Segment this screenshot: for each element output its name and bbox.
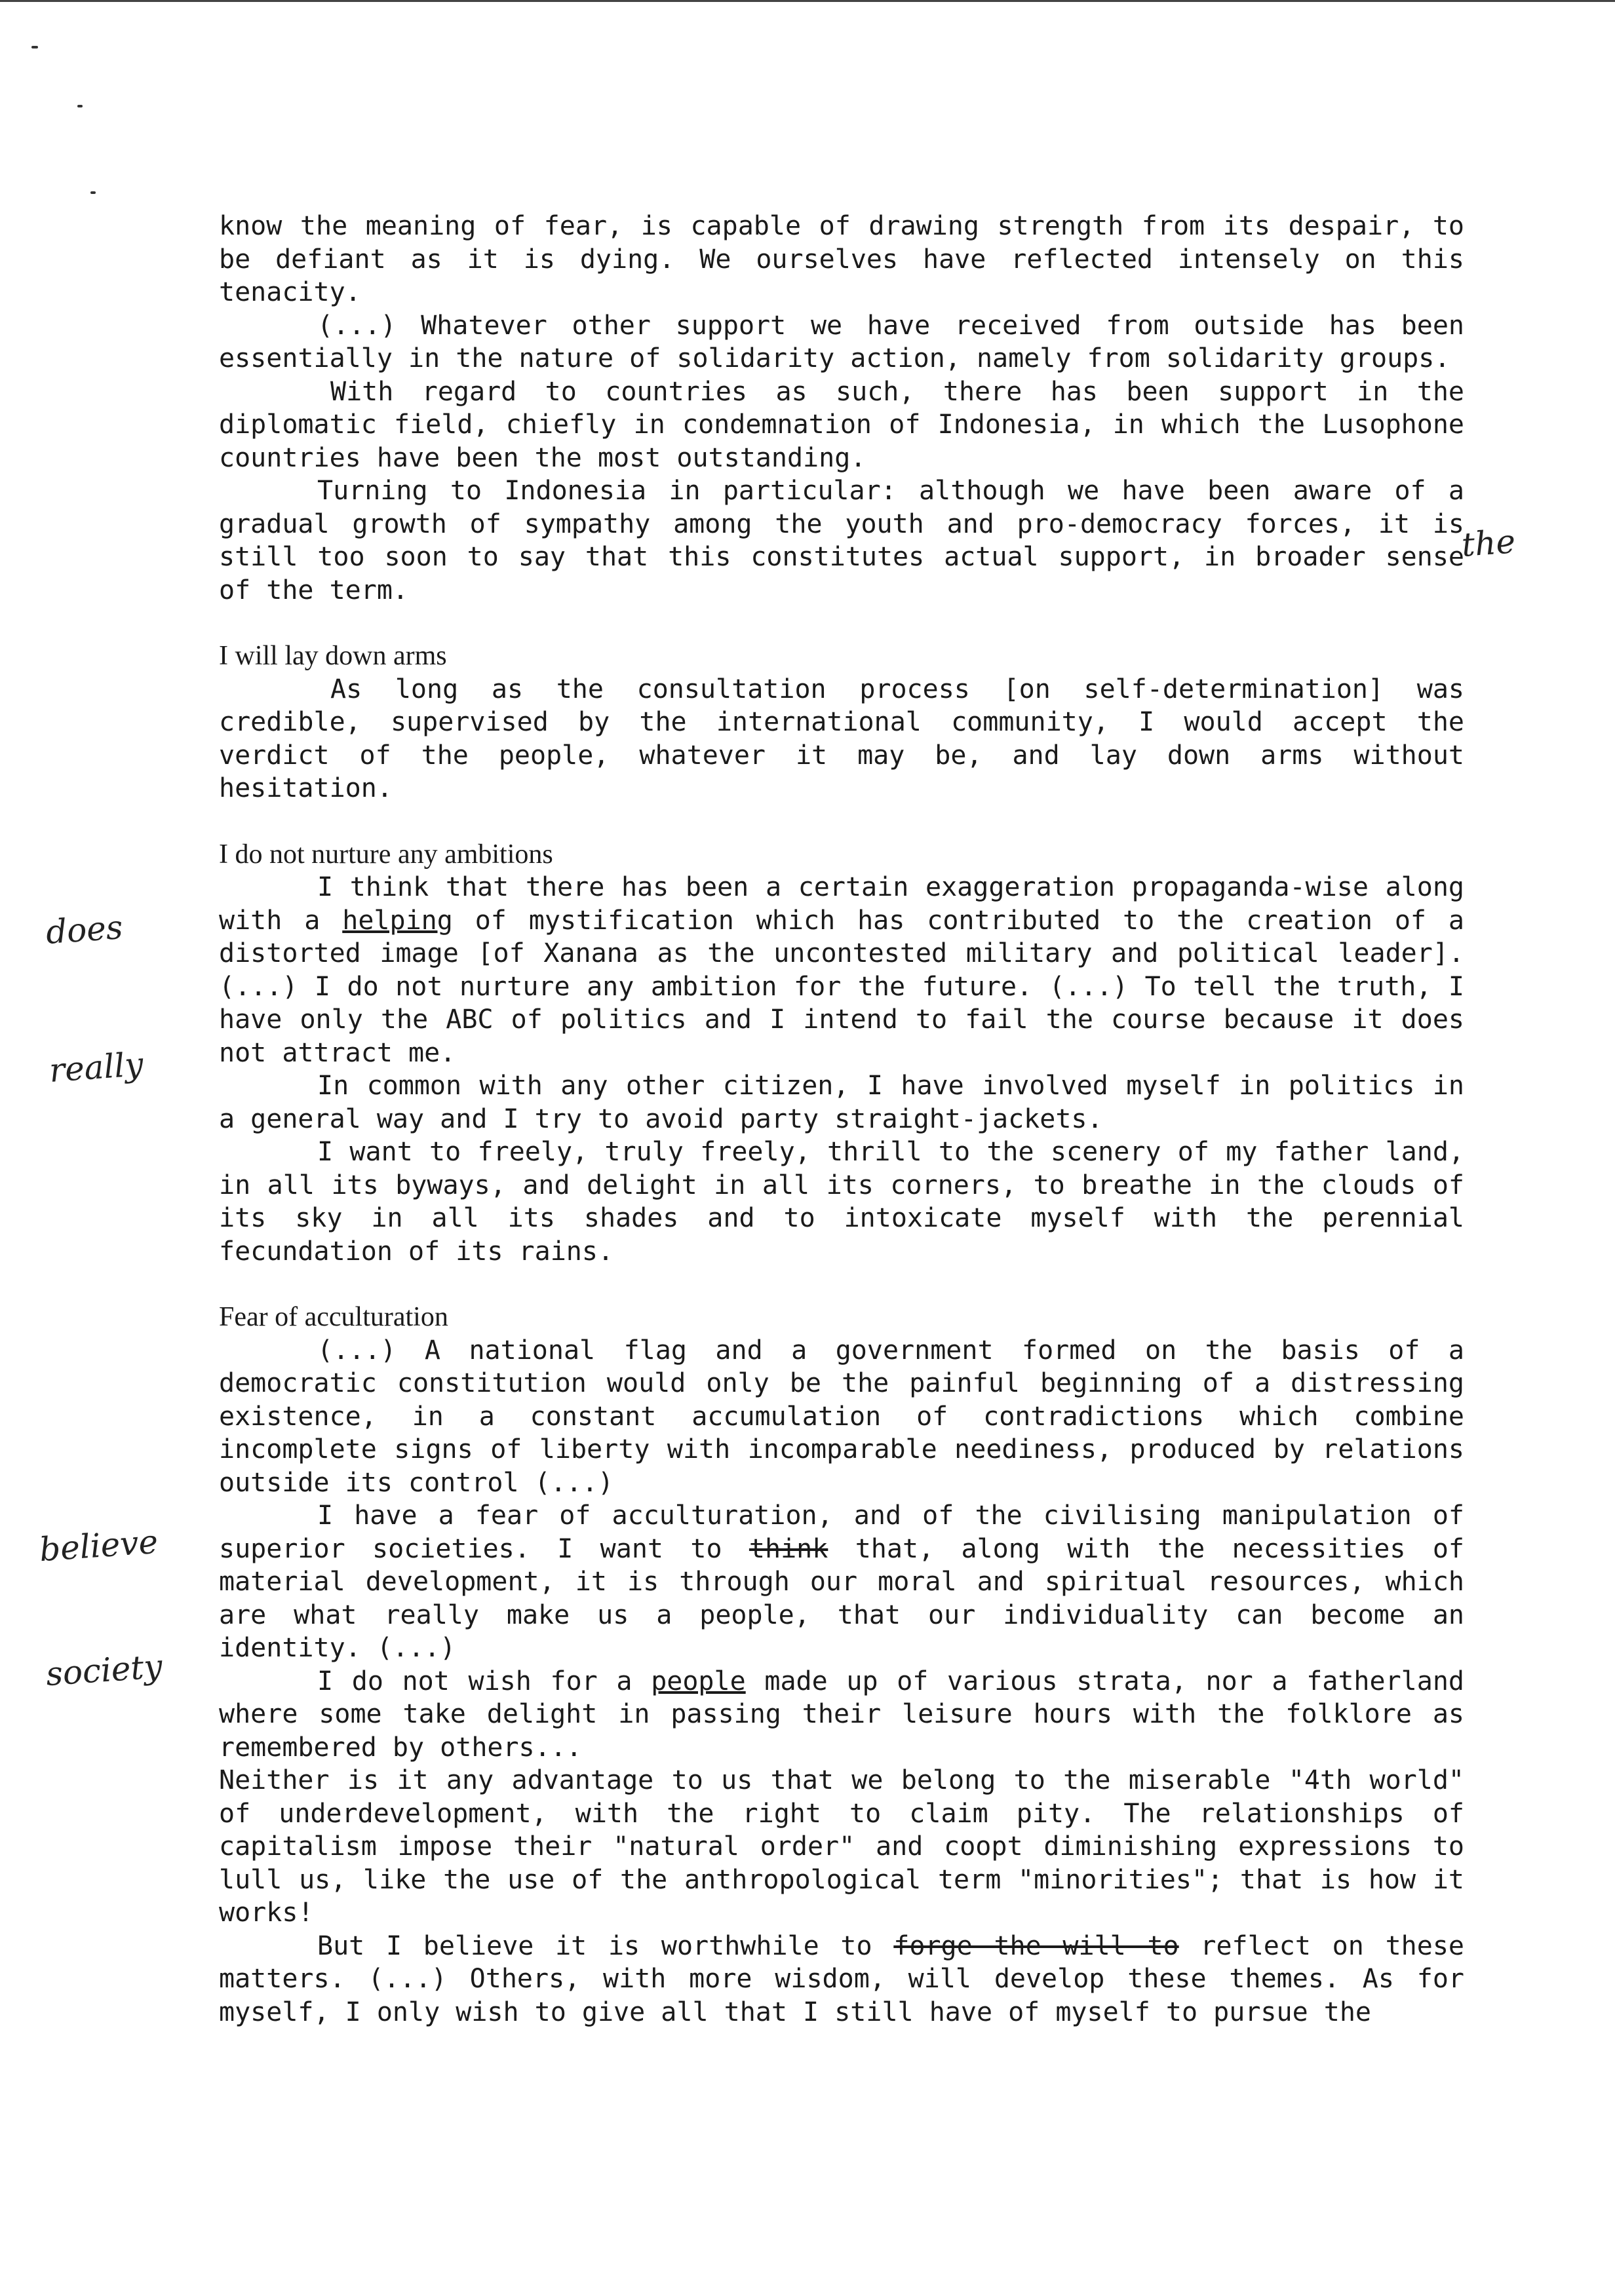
paragraph: I want to freely, truly freely, thrill to the scenery of my father land, in all its byways, and delight in all its corners, to breathe in the clouds of its sky in all its shades and to intoxicate myself with the perennial fecundation of its rains. <box>219 1137 1464 1267</box>
paragraph <box>219 1930 1464 2029</box>
struck-phrase: forge the will to <box>893 1930 1179 1961</box>
section-heading: Fear of acculturation <box>219 1302 448 1332</box>
scan-speck <box>90 191 96 194</box>
section-heading: I will lay down arms <box>219 641 447 671</box>
text-run: I have a fear of acculturation, and of the civilising manipulation of superior societies. I want to <box>219 1501 1464 1564</box>
paragraph: know the meaning of fear, is capable of drawing strength from its despair, to be defiant as it is dying. We ourselves have reflected intensely on this tenacity. <box>219 211 1464 307</box>
paragraph: With regard to countries as such, there has been support in the diplomatic field, chiefly in condemnation of Indonesia, in which the Lusophone countries have been the most outstanding. <box>219 376 1464 473</box>
paragraph <box>219 1499 1464 1665</box>
handwritten-note-believe: believe <box>38 1522 159 1569</box>
text-run: But I believe it is worthwhile to <box>317 1930 894 1961</box>
underlined-word: helping <box>342 905 453 936</box>
text-run: I do not wish for a <box>317 1666 652 1696</box>
text-run: reflect on these matters. (...) Others, with more wisdom, will develop these themes. As for myself, I only wish to give all that I still have of myself to pursue the <box>219 1930 1464 2027</box>
handwritten-note-the: the <box>1460 522 1517 564</box>
text-run: of mystification which has contributed to the creation of a distorted image [of Xanana as the uncontested military and political leader]. (...) I do not nurture any ambition for the future. (...) To tell the truth, I have only the ABC of politics and I intend to fail the course because it does not attract me. <box>219 905 1465 1068</box>
paragraph: In common with any other citizen, I have involved myself in politics in a general way and I try to avoid party straight-jackets. <box>219 1071 1464 1134</box>
underlined-word: people <box>651 1666 746 1696</box>
handwritten-note-society: society <box>45 1647 164 1694</box>
section-heading: I do not nurture any ambitions <box>219 839 553 870</box>
handwritten-note-does: does <box>45 908 125 952</box>
paragraph <box>219 1665 1464 1765</box>
paragraph: Turning to Indonesia in particular: although we have been aware of a gradual growth of sympathy among the youth and pro-democracy forces, it is still too soon to say that this constitutes actual support, in broader sense of the term. <box>219 476 1464 605</box>
paragraph: Neither is it any advantage to us that we belong to the miserable "4th world" of underdevelopment, with the right to claim pity. The relationships of capitalism impose their "natural order" and coopt diminishing expressions to lull us, like the use of the anthropological term "minorities"; that is how it works! <box>219 1765 1464 1928</box>
paragraph <box>219 871 1464 1069</box>
document-body <box>219 210 1464 2029</box>
handwritten-note-really: really <box>48 1045 145 1090</box>
scan-top-edge <box>0 0 1615 2</box>
paragraph: As long as the consultation process [on self-determination] was credible, supervised by the international community, I would accept the verdict of the people, whatever it may be, and lay down arms without hesitation. <box>219 674 1464 803</box>
scan-speck <box>77 105 83 107</box>
paragraph: (...) Whatever other support we have received from outside has been essentially in the nature of solidarity action, namely from solidarity groups. <box>219 310 1464 373</box>
scan-speck <box>31 46 38 48</box>
text-run: that, along with the necessities of material development, it is through our moral and spiritual resources, which are what really make us a people, that our individuality can become an identity. (...) <box>219 1533 1465 1663</box>
text-run: made up of various strata, nor a fatherland where some take delight in passing their leisure hours with the folklore as remembered by others... <box>219 1666 1465 1763</box>
text-run: I think that there has been a certain exaggeration propaganda-wise along with a <box>219 872 1464 936</box>
struck-word: think <box>749 1533 828 1564</box>
paragraph: (...) A national flag and a government formed on the basis of a democratic constitution would only be the painful beginning of a distressing existence, in a constant accumulation of contradictions which combine incomplete signs of liberty with incomparable neediness, produced by relations outside its control (...) <box>219 1335 1464 1498</box>
